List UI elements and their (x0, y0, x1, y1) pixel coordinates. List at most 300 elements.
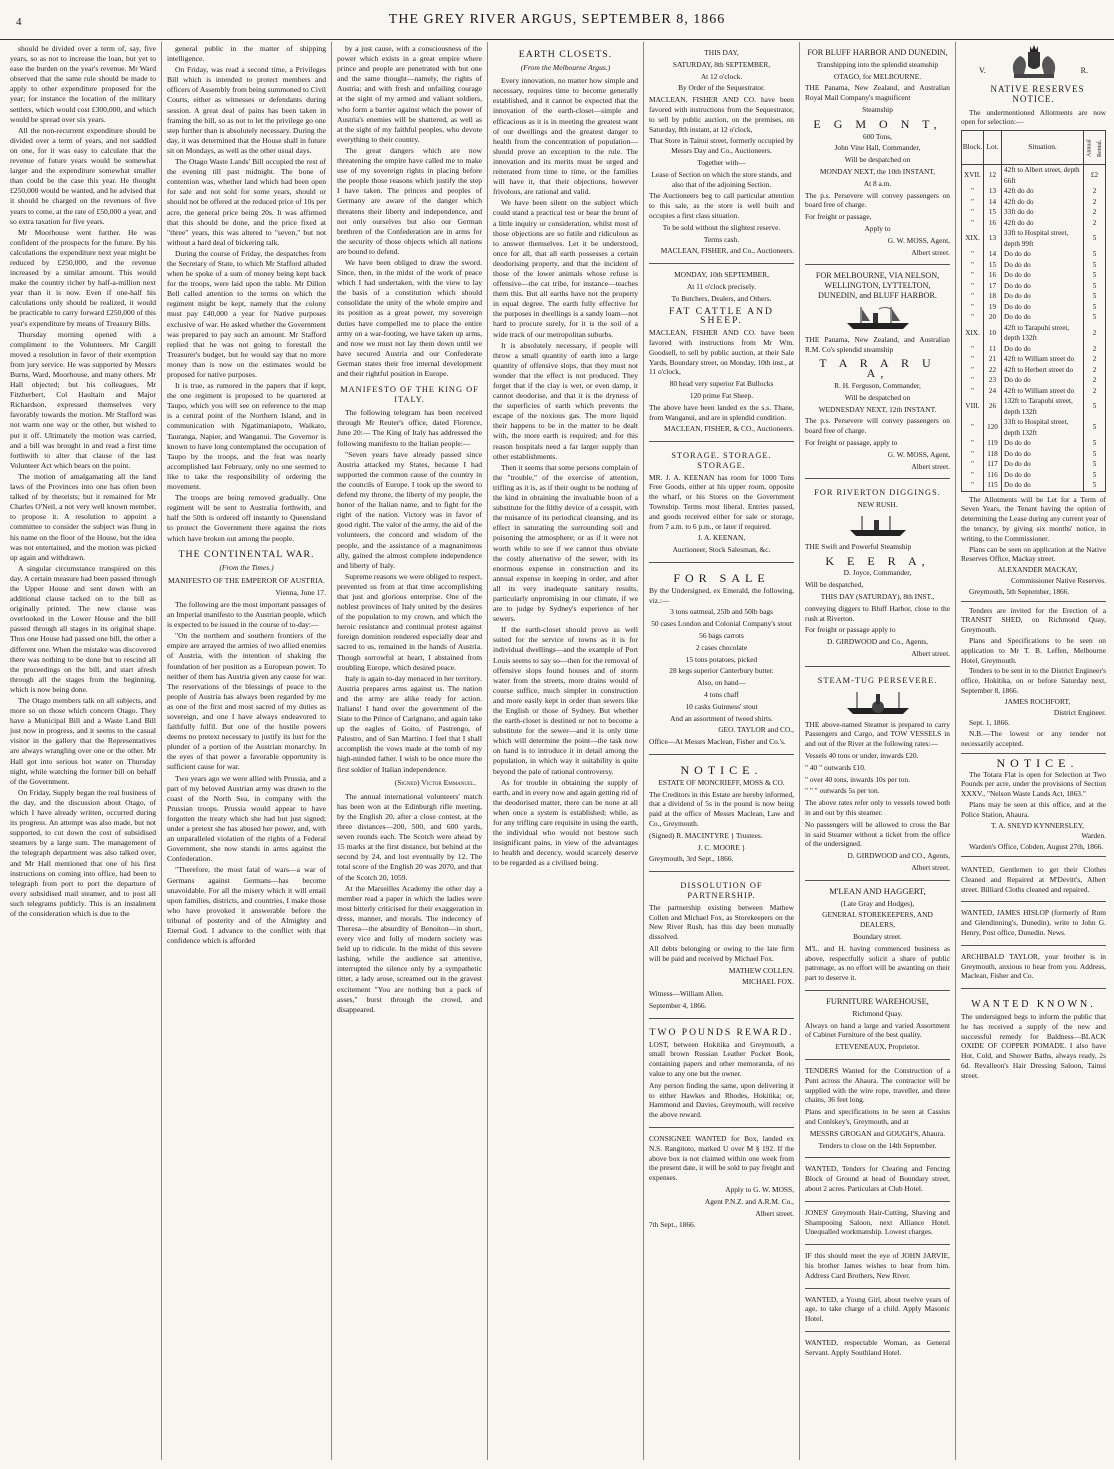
ad-line: D. Joyce, Commander, (843, 568, 912, 578)
cell-block: " (962, 249, 984, 260)
ad-wanted-clothes (961, 861, 1106, 902)
ad-steamer-egmont (805, 44, 950, 265)
cell-lot: 117 (984, 459, 1002, 470)
cell-situation: 42ft do do (1002, 186, 1084, 197)
article-paragraph: Then it seems that some persons complain of the "trouble," of the exercise of attention, trifling as it is, as if their ought to be nothing of the kind in obtaining the invaluable boon of a substitute for the filthy device of a cesspit, with the nuisance of its periodical cleansing, and its effect in saturating the surrounding soil and poisoning the atmosphere; or as if it were not worth while to see if we cannot thus obviate the costly alternative of the sewer, with its enormous expense in construction and its annual expense in keeping in order, and after all its very inadequate sanitary results, particularly unpromising in our climate, if we are to judge by Sydney's experience of her sewers. (493, 462, 638, 624)
ad-line: No passengers will be allowed to cross the Bar in said Steamer without a ticket from the office of the undersigned. (805, 819, 950, 849)
table-row (962, 449, 1106, 460)
table-row (962, 480, 1106, 491)
cell-block: " (962, 470, 984, 481)
ad-hair-saloon (805, 1204, 950, 1245)
tender-paragraph: Tenders are invited for the Erection of a TRANSIT SHED, on Richmond Quay, Greymouth. (961, 605, 1106, 635)
article-paragraph: Every innovation, no matter how simple and necessary, requires time to become generally established, and it cannot be expected that the innovation of the earth-closet—simple and efficacious as it is in meeting the greatest want of our dwellings and the greatest danger to health from the concentration of population—should prove an exception to the rule. The innovation and its merits must be urged and reiterated from time to time, or the families will have it, that their objections, however frivolous, are rational and valid. (493, 76, 638, 197)
ad-body: THE Swift and Powerful Steamship (805, 541, 912, 551)
signature: T. A. SNEYD KYNNERSLEY, (991, 820, 1084, 830)
cell-situation: Do do do (1002, 470, 1084, 481)
ad-line: Lease of Section on which the store stands, and also that of the adjoining Section. (651, 169, 792, 189)
cell-situation: Do do do (1002, 249, 1084, 260)
ad-line: Together with— (697, 157, 746, 167)
notice-paragraph: The Allotments will be Let for a Term of Seven Years, the Tenant having the option of determining the Lease during any current year of the tenancy, by giving six months' notice, in writing, to the Commissioner. (961, 494, 1106, 543)
ad-rate: " over 40 tons, inwards 10s per ton. (805, 774, 911, 784)
article-paragraph: On Friday, Supply began the real business of the day, and the discussion about Otago, of which I have already written, occurred during its progress. An attempt was also made, but not supported, to cut down the cost of subsidised steamers by a large sum. The management of the telegraph department was also talked over, and Mr Hall mentioned that one of his first instructions on coming into office, had been to telegraph from port to port the departure of every subsidised mail steamer, and to post all such telegrams publicly. This is an instalment of the consideration which is due to the (10, 787, 156, 918)
ad-item: 50 cases London and Colonial Company's stout (651, 619, 792, 629)
ad-rate: " " " outwards 5s per ton. (805, 786, 880, 796)
ad-heading: TWO POUNDS REWARD. (649, 1026, 794, 1038)
table-row (962, 386, 1106, 397)
ad-line: September 4, 1866. (649, 1000, 707, 1010)
notice-date: Warden's Office, Cobden, August 27th, 1866. (961, 842, 1106, 857)
ad-archibald-taylor (961, 948, 1106, 989)
ad-heading: FAT CATTLE AND SHEEP. (669, 305, 774, 327)
article-source: (From the Melbourne Argus.) (520, 63, 611, 73)
ad-item: 4 tons chaff (704, 690, 739, 700)
column-rule (331, 42, 332, 1460)
ad-body: Plans and specifications to be seen at Cassius and Conlskey's, Greymouth, and at (805, 1107, 950, 1126)
newspaper-title: THE GREY RIVER ARGUS, SEPTEMBER 8, 1866 (388, 12, 726, 27)
ad-furniture (805, 993, 950, 1060)
allotments-table-body (962, 165, 1106, 492)
article-paragraph: "Seven years have already passed since Austria attacked my States, because I had supported the common cause of the country in the councils of Europe. I took up the sword to defend my throne, the liberty of my people, the honor of the Italian name, and to fight for the right of the nation. Victory was in favor of good right. The valor of the army, the aid of the volunteers, the concord and wisdom of the people, and the assistance of a magnanimous ally, gained the almost complete independence and liberty of Italy. (337, 449, 482, 570)
cell-block: " (962, 186, 984, 197)
ad-line: Albert street. (755, 1208, 794, 1218)
table-row (962, 186, 1106, 197)
ad-body: THE above-named Steamer is prepared to carry Passengers and Cargo, and TOW VESSELS in and out of the River at the following rates:— (805, 719, 950, 749)
table-row (962, 470, 1106, 481)
ad-line: Apply to (864, 223, 891, 233)
ad-line: Albert street. (911, 461, 950, 471)
ad-storage (649, 444, 794, 563)
cell-lot: 119 (984, 438, 1002, 449)
cell-rent: 5 (1084, 470, 1106, 481)
cell-rent: 2 (1084, 354, 1106, 365)
ad-signature: ETEVENEAUX, Proprietor. (835, 1042, 920, 1052)
article-paragraph: The Otago members talk on all subjects, and more so on those which concern Otago. They have a Municipal Bill and a Waste Land Bill just now in progress, and it seems to the casual visitor in the gallery that the Representatives are always wrangling over one or the other. Mr Hall got into serious hot water on Thursday night, while watching the former bill on behalf of the Government. (10, 696, 156, 786)
cell-block: " (962, 260, 984, 271)
column-rule (799, 42, 800, 1460)
article-headline: EARTH CLOSETS. (518, 49, 613, 60)
ad-body: M'L. and H. having commenced business as above, respectfully solicit a share of public patronage, as no effort will be awanting on their part to deserve it. (805, 943, 950, 983)
ad-line: Apply to G. W. MOSS, (725, 1184, 794, 1194)
signature: ALEXANDER MACKAY, (997, 565, 1078, 575)
table-row (962, 354, 1106, 365)
cell-lot: 26 (984, 396, 1002, 417)
ad-line: 600 Tons, (863, 131, 892, 141)
cell-rent: 5 (1084, 449, 1106, 460)
ad-body: LOST, between Hokitika and Greymouth, a small brown Russian Leather Pocket Book, containing papers and other memoranda, of no value to any one but the owner. (649, 1039, 794, 1078)
ad-body: All debts belonging or owing to the late firm will be paid and received by Michael Fox. (649, 943, 794, 963)
ad-body: Always on hand a large and varied Assortment of Cabinet Furniture of the best quality. (805, 1020, 950, 1040)
article-paragraph: It is true, as rumored in the papers that if kept, the one regiment is proposed to be quartered at Taupo, which you will see on reference to the map is a central point of the Northern Island, and in communication with Ngatimaniapoto, Waikato, Tauranga, Napier, and Wanganui. The Governor is known to have long contemplated the occupation of Taupo by the troops, and the feat was nearly accomplished last February, only no one seemed to like to take the responsibility of ordering the movement. (167, 381, 326, 492)
ad-reward (649, 1021, 794, 1128)
ad-signature: G. W. MOSS, Agent, (887, 235, 950, 245)
table-row (962, 249, 1106, 260)
ad-line: The Auctioneers beg to call particular attention to this sale, as the store is well built and occupies a first class situation. (649, 191, 794, 220)
article-paragraph: The annual international volunteers' match has been won at the Edinburgh rifle meeting, by the English 20, after a close contest, at the three distances—200, 500, and 600 yards, seven rounds each. The Scotch were ahead by 15 marks at the first distance, but behind at the second by 24, and lost eventually by 12. The total score of the English 20 was 2070, and that of the Scotch 20, 1059. (337, 791, 482, 882)
ad-line: SATURDAY, 8th SEPTEMBER, (672, 59, 771, 69)
article-paragraph: Italy is again to-day menaced in her territory. Austria prepares arms against us. The nation and the army are alike ready for action. Italians! I hand over the government of the State to the Prince of Carignano, and again take up the eagles of Goito, of Pastrengo, of Palestro, and of San Martino. I feel that I shall accomplish the vows made at the tomb of my high-minded father. I wish to be once more the first soldier of Italian independence. (337, 673, 482, 774)
cell-lot: 14 (984, 249, 1002, 260)
cell-rent: 5 (1084, 438, 1106, 449)
cell-block: XIX. (962, 323, 984, 344)
signature: (Signed) Victor Emmanuel. (394, 777, 476, 787)
ad-wanted-girl (805, 1291, 950, 1332)
ad-line: 7th Sept., 1866. (649, 1220, 696, 1230)
ad-heading: WANTED KNOWN. (971, 999, 1096, 1011)
cell-situation: Do do do (1002, 449, 1084, 460)
ad-body: MACLEAN, FISHER AND CO. have been favored with instructions from Mr Wm. Goodsell, to sell by public auction, at their Sale Yards, Boundary street, on Monday, 10th inst., at 11 o'clock, (649, 328, 794, 377)
allotments-table (961, 130, 1106, 492)
ad-signature: MATHEW COLLEN. (728, 965, 794, 975)
steamship-icon (846, 514, 910, 538)
cell-situation: Do do do (1002, 270, 1084, 281)
cell-situation: Do do do (1002, 344, 1084, 355)
ad-line: To be sold without the slightest reserve. (662, 222, 781, 232)
cell-situation: 42ft to Herbert street do (1002, 365, 1084, 376)
table-row (962, 375, 1106, 386)
ad-body: MR. J. A. KEENAN has room for 1000 Tons Free Goods, either at his upper room, opposite the wharf, or his Stores on the Government Township. Terms most liberal. Entries passed, and goods received either for sale or storage, from 7 a.m. to 6 p.m., or later if required. (649, 472, 794, 531)
cell-rent: 2 (1084, 197, 1106, 208)
ad-body: TENDERS Wanted for the Construction of a Punt across the Ahaura. The contractor will be supplied with the wire rope, traveller, and three chains, 36 feet long. (805, 1065, 950, 1105)
column-native-reserves (957, 44, 1110, 1458)
ad-notice-estate (649, 757, 794, 872)
cell-block: XVII. (962, 165, 984, 187)
table-header: Lot. (984, 131, 1002, 165)
ad-item: And an assortment of tweed shirts. (670, 713, 773, 723)
ad-body: The partnership existing between Mathew Collen and Michael Fox, as Storekeepers on the New River Rush, has this day been mutually dissolved. (649, 902, 794, 942)
column-rule (955, 42, 956, 1460)
ad-line: Transhipping into the splendid steamship (816, 59, 939, 69)
table-row (962, 459, 1106, 470)
cell-lot: 12 (984, 165, 1002, 187)
cell-lot: 19 (984, 302, 1002, 313)
ad-line: WEDNESDAY NEXT, 12th INSTANT. (818, 404, 937, 414)
ad-tenders-punt (805, 1062, 950, 1158)
ad-line: At 8 a.m. (863, 178, 892, 188)
table-row (962, 291, 1106, 302)
notice-heading: NOTICE. (996, 755, 1079, 770)
cell-situation: Do do do (1002, 375, 1084, 386)
ad-line: The above rates refer only to vessels towed both in and out by this steamer. (805, 798, 950, 818)
cell-block: " (962, 270, 984, 281)
cell-situation: 33ft to Hospital street, depth 99ft (1002, 228, 1084, 249)
cell-situation: Do do do (1002, 260, 1084, 271)
signature: JAMES ROCHFORT, (1004, 696, 1071, 706)
article-paragraph: We have been silent on the subject which could stand a practical test or bear the brunt of a little inquiry or consideration, whilst most of those objections are so futile and ridiculous as to answer themselves. Let it be understood, once for all, that all earth possesses a certain deodorising property, and that the incident of those of the lower animals whose refuse is offensive—the cat tribe, for instance—teaches them this. But all earths have not the property in equal degree. The earth fully effective for the purposes in dwellings is a sandy loam—not hard to procure surely, for it is the soil of a wide track of our metropolitan suburbs. (493, 198, 638, 339)
cell-block: " (962, 449, 984, 460)
article-headline: MANIFESTO OF THE KING OF ITALY. (340, 385, 479, 405)
article-paragraph: by a just cause, with a consciousness of the power which exists in a great empire where prince and people are penetrated with but one and the same thought—namely, the rights of Austria; and with fresh and unfailing courage at the sight of my armed and valiant soldiers, who form a barrier against which the power of Austria's enemies will be shattered, as well as at the sight of my faithful peoples, who devote everything to their country. (337, 44, 482, 144)
cell-situation: 33ft to Hospital street, depth 132ft (1002, 417, 1084, 438)
ad-line: Will be despatched on (844, 155, 911, 165)
cell-situation: 42ft to William street do (1002, 386, 1084, 397)
cell-lot: 20 (984, 312, 1002, 323)
cell-rent: 5 (1084, 396, 1106, 417)
cell-block: " (962, 354, 984, 365)
cell-lot: 115 (984, 480, 1002, 491)
notice-date: Greymouth, 5th September, 1866. (961, 587, 1106, 602)
cell-lot: 15 (984, 207, 1002, 218)
cell-rent: 5 (1084, 417, 1106, 438)
cell-lot: 120 (984, 417, 1002, 438)
table-row (962, 197, 1106, 208)
cell-block: " (962, 365, 984, 376)
cell-rent: 2 (1084, 365, 1106, 376)
cell-situation: Do do do (1002, 281, 1084, 292)
article-paragraph: Supreme reasons we were obliged to respect, prevented us from at that time accomplishing that just and glorious enterprise. One of the noblest provinces of Italy united by the desires of the population to my crown, and which the heroic resistance and continual protest against foreign dominion rendered especially dear and sacred to us, remained in the hands of Austria. Though sorrowful at heart, I abstained from troubling Europe, which desired peace. (337, 571, 482, 672)
cell-lot: 116 (984, 470, 1002, 481)
ad-line: THIS DAY, (704, 48, 739, 57)
ad-line: For freight or passage apply to (805, 625, 896, 635)
signature-title: Commissioner Native Reserves. (1010, 576, 1106, 586)
ad-line: For freight or passage, apply to (805, 437, 898, 447)
article-paragraph: A singular circumstance transpired on this day. A certain measure had been passed through the Upper House and sent down with an additional clause tacked on to the bill as originally printed. The new clause was overlooked in the Lower House and the bill passed through all stages in its original shape. Thus one House had passed one bill, the other a different one. When the mistake was discovered there was nothing to be done but to rescind all the proceedings on the bill, and start afresh through all the stages from the beginning, which is now being done. (10, 563, 156, 694)
ad-line: Also, on hand— (697, 678, 746, 688)
ad-line: Greymouth, 3rd Sept., 1866. (649, 854, 734, 864)
ad-subheading: NEW RUSH. (857, 500, 898, 510)
ad-item: 2 cases chocolate (695, 642, 748, 652)
cell-rent: 5 (1084, 228, 1106, 249)
ad-line: 80 head very superior Fat Bullocks (669, 379, 774, 389)
ad-line: To Butchers, Dealers, and Others. (671, 293, 772, 303)
ad-line: conveying diggers to Bluff Harbor, close to the rush at Riverton. (805, 603, 950, 623)
ad-signature: D. GIRDWOOD and CO., Agents, (847, 851, 950, 861)
ad-heading: FOR RIVERTON DIGGINGS. (814, 488, 941, 498)
ad-body: WANTED, Tenders for Clearing and Fencing Block of Ground at head of Boundary street, about 2 acres. Particulars at Club Hotel. (805, 1164, 950, 1193)
table-row (962, 417, 1106, 438)
table-row (962, 302, 1106, 313)
table-row (962, 228, 1106, 249)
ship-name: T A R A R U A, (819, 356, 936, 381)
ad-line: That Store in Tainui street, formerly occupied by Messrs Day and Co., Auctioneers. (649, 136, 794, 156)
ad-item: 3 tons oatmeal, 25lb and 50lb bags (670, 607, 773, 617)
ad-signature: MESSRS GROGAN and GOUGH'S, Ahaura. (809, 1128, 946, 1138)
signature-title: Warden. (1081, 831, 1106, 841)
tender-note: N.B.—The lowest or any tender not necessarily accepted. (961, 729, 1106, 754)
ad-signature: D. GIRDWOOD and Co., Agents, (827, 637, 928, 647)
cell-situation: 42ft to Albert street, depth 66ft (1002, 165, 1084, 187)
ad-line: The above have been landed ex the s.s. Thane, from Wanganui, and are in splendid condition. (649, 402, 794, 422)
article-source: (From the Times.) (219, 562, 274, 572)
masthead (0, 0, 1114, 40)
table-row (962, 218, 1106, 229)
table-row (962, 165, 1106, 187)
cell-lot: 11 (984, 344, 1002, 355)
ad-heading: M'LEAN AND HAGGERT, (829, 885, 926, 896)
article-paragraph: Thursday morning opened with a compliment to the Volunteers. Mr Cargill moved a resolution in favor of their exemption from jury service. He was supported by Messrs Burns, Ward, Moorhouse, and many others. Mr Hall objected; but his colleagues, Mr Fitzherbert, Col Haultain and Major Richardson, expressed themselves very favorably towards the motion. Mr Stafford was not warm one way or the other, but wished to put it off. Ultimately the motion was carried, and a bill was brought in and read a first time forthwith to alter that clause of the last Volunteer Act which bears on the point. (10, 329, 156, 470)
ad-wanted-hislop (961, 904, 1106, 945)
ad-body: IF this should meet the eye of JOHN JARVIE, his brother James wishes to hear from him. Address Card Brothers, New River. (805, 1251, 950, 1280)
article-paragraph: Mr Moorhouse went further. He was confident of the prospects for the future. By his calculations the expenditure next year might be reduced by £250,000, and the revenue increased by a similar amount. This would make the country richer by half-a-million next year than it is now. Even if one-half his calculations only should be realized, it would be practicable to carry forward £250,000 of this year's expenditure by means of Treasury Bills. (10, 227, 156, 328)
page-number: 4 (16, 16, 22, 28)
cell-rent: 2 (1084, 375, 1106, 386)
paddle-steamer-icon (843, 690, 913, 716)
ad-rate: Vessels 40 tons or under, inwards £20. (805, 751, 919, 761)
table-header: Situation. (1002, 131, 1084, 165)
cell-situation: Do do do (1002, 459, 1084, 470)
article-paragraph: general public in the matter of shipping intelligence. (167, 44, 326, 64)
ship-name: E G M O N T, (813, 116, 942, 131)
column-rule (643, 42, 644, 1460)
ad-body: CONSIGNEE WANTED for Box, landed ex N.S. Rangitoto, marked U over M § 192. If the above box is not claimed within one week from the present date, it will be sold to pay freight and expenses. (649, 1133, 794, 1183)
cell-rent: 2 (1084, 344, 1106, 355)
cell-lot: 118 (984, 449, 1002, 460)
cell-rent: 2 (1084, 386, 1106, 397)
ad-signature: GEO. TAYLOR and CO., (718, 725, 794, 735)
tender-paragraph: Tenders to be sent in to the District Engineer's office, Hokitika, on or before Saturday next, September 8, 1866. (961, 666, 1106, 696)
ad-line: THIS DAY (SATURDAY), 8th INST., (820, 592, 935, 602)
cell-block: " (962, 459, 984, 470)
cell-lot: 17 (984, 281, 1002, 292)
signature-title: District Engineer. (1053, 707, 1106, 717)
cell-rent: 2 (1084, 207, 1106, 218)
article-paragraph: On Friday, was read a second time, a Privileges Bill which is intended to protect members and officers of Assembly from being summoned to Civil Courts, either as witnesses or defendants during session. A great deal of pains has been taken in framing the bill, so as not to let the privilege go one step further than is absolutely necessary. During the day, it was determined that the House shall in future sit on Mondays, as well as the other usual days. (167, 65, 326, 155)
cell-rent: 2 (1084, 186, 1106, 197)
ad-signature: MACLEAN, FISHER, & CO., Auctioneers. (664, 424, 794, 434)
cell-situation: Do do do (1002, 312, 1084, 323)
cell-block: " (962, 207, 984, 218)
cell-rent: 5 (1084, 312, 1106, 323)
cell-block: VIII. (962, 396, 984, 417)
cell-rent: 5 (1084, 480, 1106, 491)
article-headline: THE CONTINENTAL WAR. (178, 548, 315, 560)
cell-lot: 15 (984, 260, 1002, 271)
cell-lot: 16 (984, 270, 1002, 281)
notice-paragraph: Plans may be seen at this office, and at the Police Station, Ahaura. (961, 800, 1106, 819)
crest-left-letter: V. (979, 66, 986, 75)
ad-heading: NOTICE. (680, 763, 763, 778)
cell-block: " (962, 438, 984, 449)
ad-signature: MACLEAN, FISHER, and Co., Auctioneers. (660, 246, 794, 256)
cell-block: " (962, 302, 984, 313)
ad-line: Albert street. (911, 649, 950, 659)
article-paragraph: "On the northern and southern frontiers of the empire are arrayed the armies of two allied enemies of Austria, with the intention of shaking the foundation of her position as a European power. To neither of them has Austria given any cause for war. The reservations of the blessings of peace to the people of Austria has always been regarded by me as one of the first and most sacred of my duties as sovereign, and one I have always endeavored to faithfully fulfil. But one of the hostile powers deems no pretext necessary to justify its lust for the plunder of a portion of the Austrian monarchy. In the eyes of that power a favorable opportunity is sufficient cause for war. (167, 631, 326, 772)
ad-wanted-clearing (805, 1160, 950, 1201)
table-row (962, 312, 1106, 323)
ad-line: By the Undersigned, ex Emerald, the following, viz.:— (649, 585, 794, 605)
cell-block: " (962, 312, 984, 323)
article-paragraph: At the Marseilles Academy the other day a member read a paper in which the ladies were most bitterly criticised for their exaggeration in dress, manner, and morals. The indecency of Theresa—the absurdity of Benoiton—in short, every vice and folly of modern society was held up to ridicule. In the midst of this severe lashing, while the audience sat attentive, interrupted the silence only by a sympathetic titter, a lady arose, screamed out in the gravest excitement "You are nothing but a pack of asses," burst through the crowd, and disappeared. (337, 883, 482, 1014)
royal-crest (961, 44, 1106, 82)
cell-lot: 23 (984, 375, 1002, 386)
ad-line: Auctioneer, Stock Salesman, &c. (672, 545, 771, 555)
cell-situation: 42ft do do (1002, 197, 1084, 208)
ad-line: Agent P.N.Z. and A.R.M. Co., (704, 1196, 794, 1206)
ad-item: 15 tons potatoes, picked (685, 654, 758, 664)
ad-line: Albert street. (911, 247, 950, 257)
cell-rent: 5 (1084, 270, 1106, 281)
table-row (962, 365, 1106, 376)
article-paragraph: If the earth-closet should prove as well suited for the service of towns as it is for individual dwellings—and the example of Port Louis seems to say so—then for the removal of offensive slops found houses and of storm water from the streets, more drains would of course suffice, much simpler in construction and more easily kept in order than sewers like the English or those of Sydney. But whether the earth-closet is destined or not to become a substitute for the sewer—and it is only time which will determine the point—the task now on hand is to introduce it in detail among the population, in which way it suitability is quite beyond the pale of rational controversy. (493, 625, 638, 776)
column-rule (161, 42, 162, 1460)
cell-block: " (962, 291, 984, 302)
column-rule (487, 42, 488, 1460)
cell-situation: Do do do (1002, 302, 1084, 313)
cell-rent: 5 (1084, 291, 1106, 302)
ad-line: MONDAY, 10th SEPTEMBER, (674, 270, 769, 280)
ad-body: ARCHIBALD TAYLOR, your brother is in Greymouth, anxious to hear from you. Address, Maclean, Fisher and Co. (961, 951, 1106, 981)
ad-heading: FOR MELBOURNE, VIA NELSON, WELLINGTON, LYTTELTON, DUNEDIN, and BLUFF HARBOR. (815, 271, 940, 300)
ad-line: Will be despatched, (805, 580, 864, 590)
table-row (962, 281, 1106, 292)
cell-rent: 5 (1084, 249, 1106, 260)
article-paragraph: During the course of Friday, the despatches from the Secretary of State, to which Mr Stafford alluded when he spoke of a sum of money being kept back for the troops, were laid upon the table. Mr Dillon Bell called attention to the terms on which the regiment might be kept, namely that the colony must pay £40,000 a year for Native purposes exclusive of war. He asked whether the Government was prepared to pay such an amount. Mr Stafford replied that he was not going to forestall the Treasurer's budget, but he would say that no more money than is now on the estimates would be proposed for native purposes. (167, 248, 326, 379)
table-row (962, 396, 1106, 417)
ad-wanted-known (961, 991, 1106, 1087)
ad-line: By Order of the Sequestrator. (678, 83, 765, 93)
article-paragraph: The Otago Waste Lands' Bill occupied the rest of the evening till past midnight. The bone of contention was, whether land which had been open for sale and not sold for some years, should or should not be offered at the reduced price of 10s per acre, the general price being 20s. It was affirmed that this should be done, and the price fixed at "three" years, this was altered to "seven," but not without a hard deal of bickering talk. (167, 157, 326, 247)
article-paragraph: The great dangers which are now threatening the empire have called me to make use of my sovereign rights in placing before the people those reasons which justify the step I have taken. The princes and peoples of Germany are aware of the danger which threatens their liberty and independence, and not only ourselves but also our German brethren of the Confederation are in arms for the security of those objects which all nations are bound to defend. (337, 145, 482, 256)
ad-body: JONES' Greymouth Hair-Cutting, Shaving and Shampooing Saloon, next Alliance Hotel. Unequalled workmanship. Lowest charges. (805, 1207, 950, 1237)
column-auction-ads (645, 44, 798, 1458)
cell-block: XIX. (962, 228, 984, 249)
notice-paragraph: The Totara Flat is open for Selection at Two Pounds per acre, under the provisions of Section XXXV., "Nelson Waste Lands Act, 1863." (961, 769, 1106, 799)
ad-line: R. H. Ferguson, Commander, (834, 380, 921, 390)
ad-heading: STORAGE. STORAGE. STORAGE. (671, 451, 772, 470)
ad-heading: FOR BLUFF HARBOR AND DUNEDIN, (807, 48, 948, 57)
ad-line: ESTATE OF MONCRIEFF, MOSS & CO. (658, 777, 785, 787)
ad-body: Any person finding the same, upon delivering it to either Hawkes and Rhodes, Hokitika; or, Hammond and Davies, Greymouth, will receive the above reward. (649, 1080, 794, 1120)
ad-signature: J. C. MOORE } (697, 842, 746, 852)
article-paragraph: The following telegram has been received through Mr Reuter's office, dated Florence, June 20:— The King of Italy has addressed the following manifesto to the Italian people:— (337, 408, 482, 448)
article-paragraph: should be divided over a term of, say, five years, so as not to increase the loan, but yet to ease the burden on the year's revenue. Mr Ward observed that the same rule should be made to apply to other expenditure proposed for the year; for instance the location of the military settlers, which would cost £300,000, and which would be spread over six years. (10, 44, 156, 124)
cell-block: " (962, 386, 984, 397)
cell-situation: Do do do (1002, 438, 1084, 449)
cell-rent: £2 (1084, 165, 1106, 187)
notice-paragraph: Plans can be seen on application at the Native Reserves Office, Mackay street. (961, 544, 1106, 564)
ad-fat-cattle (649, 266, 794, 442)
table-row (962, 260, 1106, 271)
steamship-icon (843, 305, 913, 331)
ad-line: MONDAY NEXT, the 10th INSTANT, (819, 166, 936, 176)
ad-line: Tenders to close on the 14th September. (818, 1140, 937, 1150)
cell-situation: 132ft to Tarapuhi street, depth 132ft (1002, 396, 1084, 417)
ad-rate: " 40 " outwards £10. (805, 762, 866, 772)
ad-item: 28 kegs superior Canterbury butter. (669, 666, 774, 676)
table-row (962, 270, 1106, 281)
ad-signature: (Signed) R. MACINTYRE } Trustees. (649, 830, 763, 840)
ad-body: WANTED, a Young Girl, about twelve years of age, to take charge of a child. Apply Masonic Hotel. (805, 1294, 950, 1324)
ship-name: K E E R A, (825, 553, 930, 568)
article-paragraph: The motion of amalgamating all the land laws of the Provinces into one has often been talked of by theorists; but it remained for Mr Charles O'Neil, a not very well known member, to propose it. A resolution to appoint a committee to consider the subject was flung in his name on the floor of the House, but the idea was not entertained, and the motion was picked up again and withdrawn. (10, 471, 156, 562)
ad-item: 10 casks Guinness' stout (685, 701, 758, 711)
cell-rent: 2 (1084, 323, 1106, 344)
ad-body: The Creditors in this Estate are hereby informed, that a dividend of 5s in the pound is now being paid at the office of Messrs Maclean, Law and Co., Greymouth. (649, 789, 794, 828)
ad-line: Richmond Quay. (852, 1008, 903, 1018)
cell-situation: 42ft to William street do (1002, 354, 1084, 365)
ad-body: WANTED, Gentlemen to get their Clothes Cleaned and Repaired at M'Devitt's, Albert street. Billiard Cloths cleaned and repaired. (961, 864, 1106, 894)
ad-heading: FOR SALE (673, 571, 770, 586)
tender-paragraph: Plans and Specifications to be seen on application to Mr T. B. Leffen, Melbourne Hotel, Greymouth. (961, 636, 1106, 665)
cell-lot: 18 (984, 291, 1002, 302)
ad-heading: DISSOLUTION OF PARTNERSHIP. (680, 881, 763, 900)
dateline: Vienna, June 17. (275, 587, 326, 597)
ad-item: 56 bags carrots (699, 631, 744, 641)
cell-lot: 13 (984, 228, 1002, 249)
ad-line: Terms cash. (703, 234, 740, 244)
article-paragraph: The following are the most important passages of an Imperial manifesto to the Austrian people, which is expected to be issued in the course of to-day:— (167, 599, 326, 630)
ad-consignee (649, 1130, 794, 1237)
ad-line: Boundary street. (853, 932, 902, 941)
ad-store-auction (649, 44, 794, 264)
table-row (962, 438, 1106, 449)
ad-line: Steamship (862, 104, 893, 114)
article-paragraph: All the non-recurrent expenditure should be divided over a term of years, and not saddled on one, for it was easy to calculate that the revenue of future years would be somewhat larger and the expenditure somewhat smaller than could be the case this year. He thought £250,000 would be wanted, and he advised that it should be charged on the revenues of five years to come, at the rate of £50,000 a year, and so extra taxation for five years. (10, 125, 156, 226)
cell-block: " (962, 197, 984, 208)
ad-mlean-haggert (805, 883, 950, 991)
ad-line: For freight or passage, (805, 212, 872, 222)
cell-lot: 13 (984, 186, 1002, 197)
ad-steamer-tararua (805, 267, 950, 479)
